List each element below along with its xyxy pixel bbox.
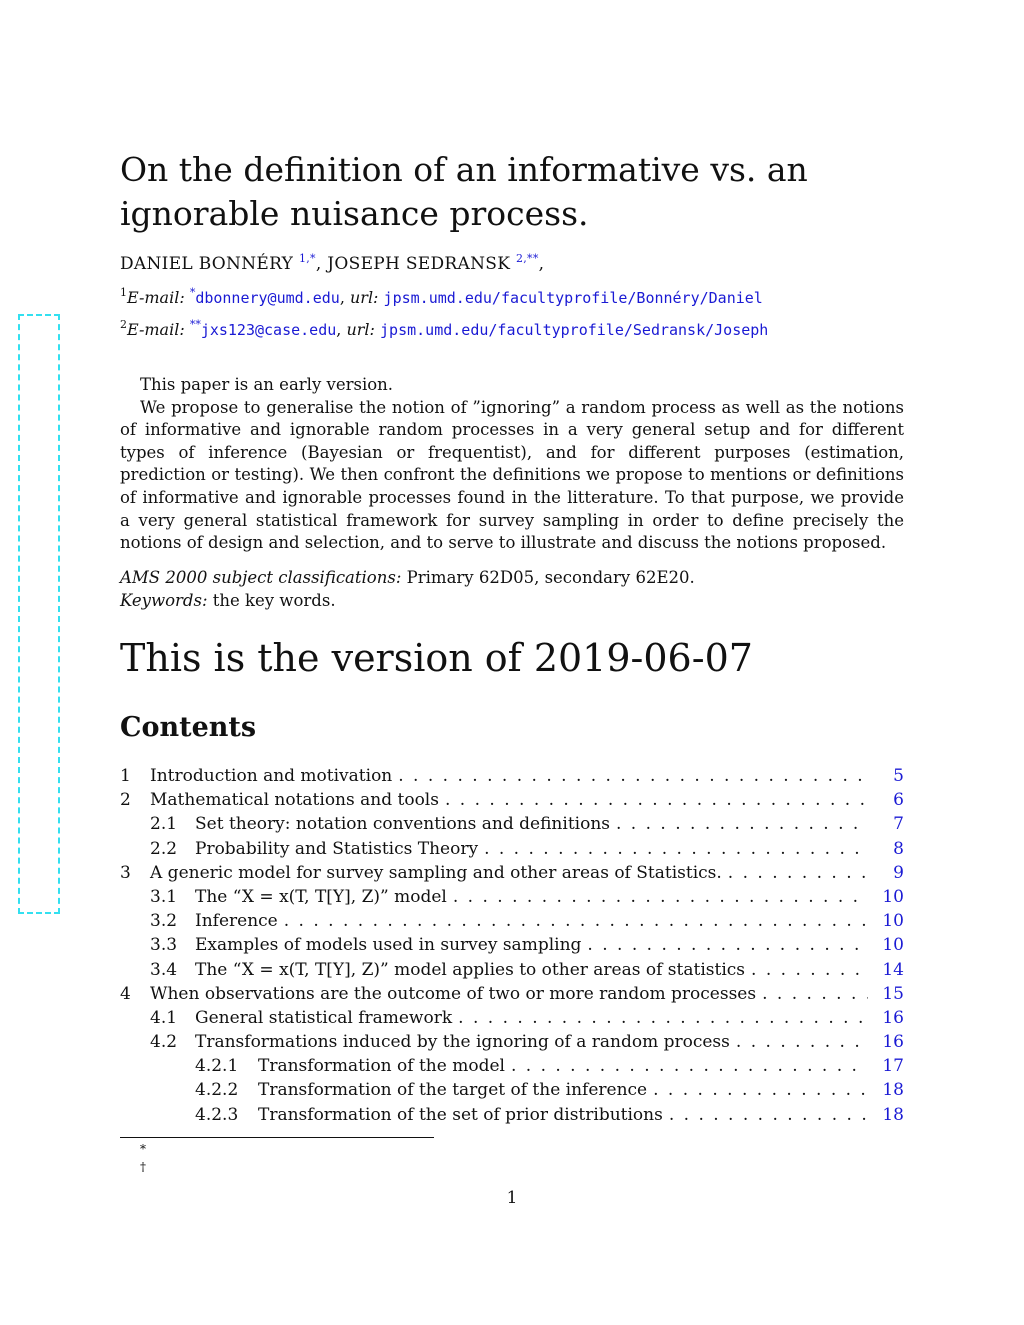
toc-page-link[interactable]: 9 — [893, 862, 904, 883]
toc-entry[interactable] — [120, 788, 904, 812]
toc-entry[interactable] — [120, 1103, 904, 1127]
toc-title: Introduction and motivation — [150, 766, 393, 786]
toc-number: 3.1 — [150, 886, 178, 907]
toc-page-link[interactable]: 10 — [882, 935, 904, 956]
toc-page-link[interactable]: 14 — [882, 959, 904, 980]
toc-entry[interactable] — [120, 1006, 904, 1030]
footnote-mark: † — [140, 1160, 146, 1174]
toc-number: 3 — [120, 862, 131, 883]
toc-entry[interactable] — [120, 837, 904, 861]
paper-title: On the definition of an informative vs. an ignorable nuisance process. — [120, 150, 808, 233]
toc-leader — [730, 1030, 868, 1054]
toc-page-link[interactable]: 16 — [882, 1007, 904, 1028]
author-mark-link[interactable]: 1,* — [298, 252, 316, 265]
keywords-label: Keywords: — [120, 591, 208, 610]
toc-entry[interactable] — [120, 812, 904, 836]
url-label: url: — [346, 320, 375, 339]
ams-line — [120, 566, 695, 589]
toc-leader — [745, 958, 868, 982]
abstract-note: This paper is an early version. — [140, 375, 394, 394]
toc-leader — [610, 812, 868, 836]
email-mark-link[interactable]: * — [189, 286, 196, 299]
toc-page-link[interactable]: 18 — [882, 1104, 904, 1125]
toc-entry[interactable] — [120, 982, 904, 1006]
email-label: E-mail: — [127, 288, 185, 307]
contents-heading: Contents — [120, 712, 257, 743]
keywords-value: the key words. — [212, 591, 336, 610]
url-link[interactable]: jpsm.umd.edu/facultyprofile/Bonnéry/Daniel — [383, 289, 763, 307]
toc-title: A generic model for survey sampling and other areas of Statistics. — [150, 862, 722, 883]
toc-number: 4.2.2 — [195, 1080, 239, 1101]
toc-leader — [647, 1078, 868, 1102]
toc-title: Transformation of the model — [258, 1056, 505, 1077]
toc-leader — [439, 788, 868, 812]
affiliation-1: $^1$E-mail: *dbonnery@umd.edu, url: jpsm.umd.edu/facultyprofile/Bonnéry/Daniel — [120, 286, 763, 307]
toc-entry[interactable] — [120, 1030, 904, 1054]
toc-page-link[interactable]: 16 — [882, 1032, 904, 1053]
toc-title: Probability and Statistics Theory — [195, 838, 479, 859]
toc-number: 4.1 — [150, 1007, 178, 1028]
url-link[interactable]: jpsm.umd.edu/facultyprofile/Sedransk/Joseph — [380, 321, 769, 339]
toc-page-link[interactable]: 17 — [882, 1056, 904, 1077]
toc-page-link[interactable]: 8 — [893, 838, 904, 859]
toc-title: The “X = x(T, T[Y], Z)” model applies to other areas of statistics — [195, 959, 746, 980]
toc-number: 4.2.3 — [195, 1104, 239, 1125]
toc-leader — [478, 837, 868, 861]
toc-leader — [505, 1054, 868, 1078]
toc-number: 3.4 — [150, 959, 178, 980]
email-label: E-mail: — [127, 320, 185, 339]
keywords-line — [120, 589, 695, 612]
toc-entry[interactable] — [120, 861, 904, 885]
author-line — [120, 254, 544, 274]
ams-label: AMS 2000 subject classifications: — [120, 568, 402, 587]
toc-leader — [452, 1006, 868, 1030]
abstract-body: We propose to generalise the notion of ”ignoring” a random process as well as the notions of informative and ignorable random processes in a very general setup and for different types of inference (Bayesian or frequentist), and for different purposes (estimation, prediction or testing). We then confront the definitions we propose to mentions or definitions of informative and ignorable processes found in the litterature. To that purpose, we provide a very general statistical framework for survey sampling in order to define precisely the notions of design and selection, and to serve to illustrate and discuss the notions proposed. — [120, 397, 904, 553]
footnote-rule — [120, 1137, 434, 1138]
toc-number: 2.2 — [150, 838, 178, 859]
toc-number: 4 — [120, 983, 131, 1004]
toc-title: Examples of models used in survey sampling — [195, 935, 582, 956]
toc-title: When observations are the outcome of two or more random processes — [150, 983, 757, 1004]
toc-entry[interactable] — [120, 933, 904, 957]
toc-page-link[interactable]: 10 — [882, 911, 904, 932]
version-heading: This is the version of 2019-06-07 — [120, 636, 753, 680]
toc-page-link[interactable]: 6 — [893, 790, 904, 811]
toc-number: 3.3 — [150, 935, 178, 956]
toc-leader — [278, 909, 868, 933]
link-highlight-box[interactable] — [18, 314, 60, 914]
toc-leader — [581, 933, 868, 957]
toc-number: 2.1 — [150, 814, 178, 835]
toc-title: Mathematical notations and tools — [150, 790, 439, 811]
toc-number: 4.2 — [150, 1032, 178, 1053]
toc-title: Transformation of the target of the inference — [258, 1080, 648, 1101]
table-of-contents — [120, 764, 904, 1127]
classification-block — [120, 566, 695, 612]
toc-entry[interactable] — [120, 764, 904, 788]
toc-entry[interactable] — [120, 885, 904, 909]
toc-leader — [663, 1103, 868, 1127]
email-mark-link[interactable]: ** — [189, 318, 201, 331]
toc-title: The “X = x(T, T[Y], Z)” model — [195, 886, 447, 907]
author-trailing: , — [538, 254, 545, 274]
author-name: JOSEPH SEDRANSK — [327, 254, 511, 274]
footnote-mark: * — [140, 1142, 146, 1156]
toc-entry[interactable] — [120, 958, 904, 982]
toc-number: 3.2 — [150, 911, 178, 932]
email-link[interactable]: dbonnery@umd.edu — [195, 289, 340, 307]
toc-leader — [722, 861, 868, 885]
toc-title: Transformation of the set of prior distributions — [258, 1104, 663, 1125]
url-label: url: — [349, 288, 379, 307]
toc-title: General statistical framework — [195, 1007, 453, 1028]
ams-value: Primary 62D05, secondary 62E20. — [406, 568, 695, 587]
toc-entry[interactable] — [120, 909, 904, 933]
toc-entry[interactable] — [120, 1078, 904, 1102]
toc-leader — [447, 885, 868, 909]
affiliation-2: $^2$E-mail: **jxs123@case.edu, url: jpsm.umd.edu/facultyprofile/Sedransk/Joseph — [120, 318, 769, 339]
toc-page-link[interactable]: 10 — [882, 886, 904, 907]
toc-entry[interactable] — [120, 1054, 904, 1078]
page-number: 1 — [506, 1188, 518, 1208]
author-name: DANIEL BONNÉRY — [120, 254, 294, 274]
toc-title: Inference — [195, 911, 278, 932]
email-link[interactable]: jxs123@case.edu — [200, 321, 337, 339]
toc-leader — [392, 764, 868, 788]
abstract — [120, 374, 904, 555]
toc-title: Transformations induced by the ignoring of a random process — [195, 1032, 730, 1053]
toc-page-link[interactable]: 7 — [893, 814, 904, 835]
toc-title: Set theory: notation conventions and definitions — [195, 814, 610, 835]
toc-page-link[interactable]: 15 — [882, 983, 904, 1004]
toc-page-link[interactable]: 18 — [882, 1080, 904, 1101]
toc-number: 2 — [120, 790, 131, 811]
toc-leader — [756, 982, 868, 1006]
author-mark-link[interactable]: 2,** — [515, 252, 539, 265]
toc-page-link[interactable]: 5 — [893, 766, 904, 786]
toc-number: 4.2.1 — [195, 1056, 239, 1077]
affiliation-marker: 2 — [120, 318, 127, 331]
toc-number: 1 — [120, 766, 131, 786]
affiliation-marker: 1 — [120, 286, 127, 299]
author-separator: , — [315, 254, 328, 274]
